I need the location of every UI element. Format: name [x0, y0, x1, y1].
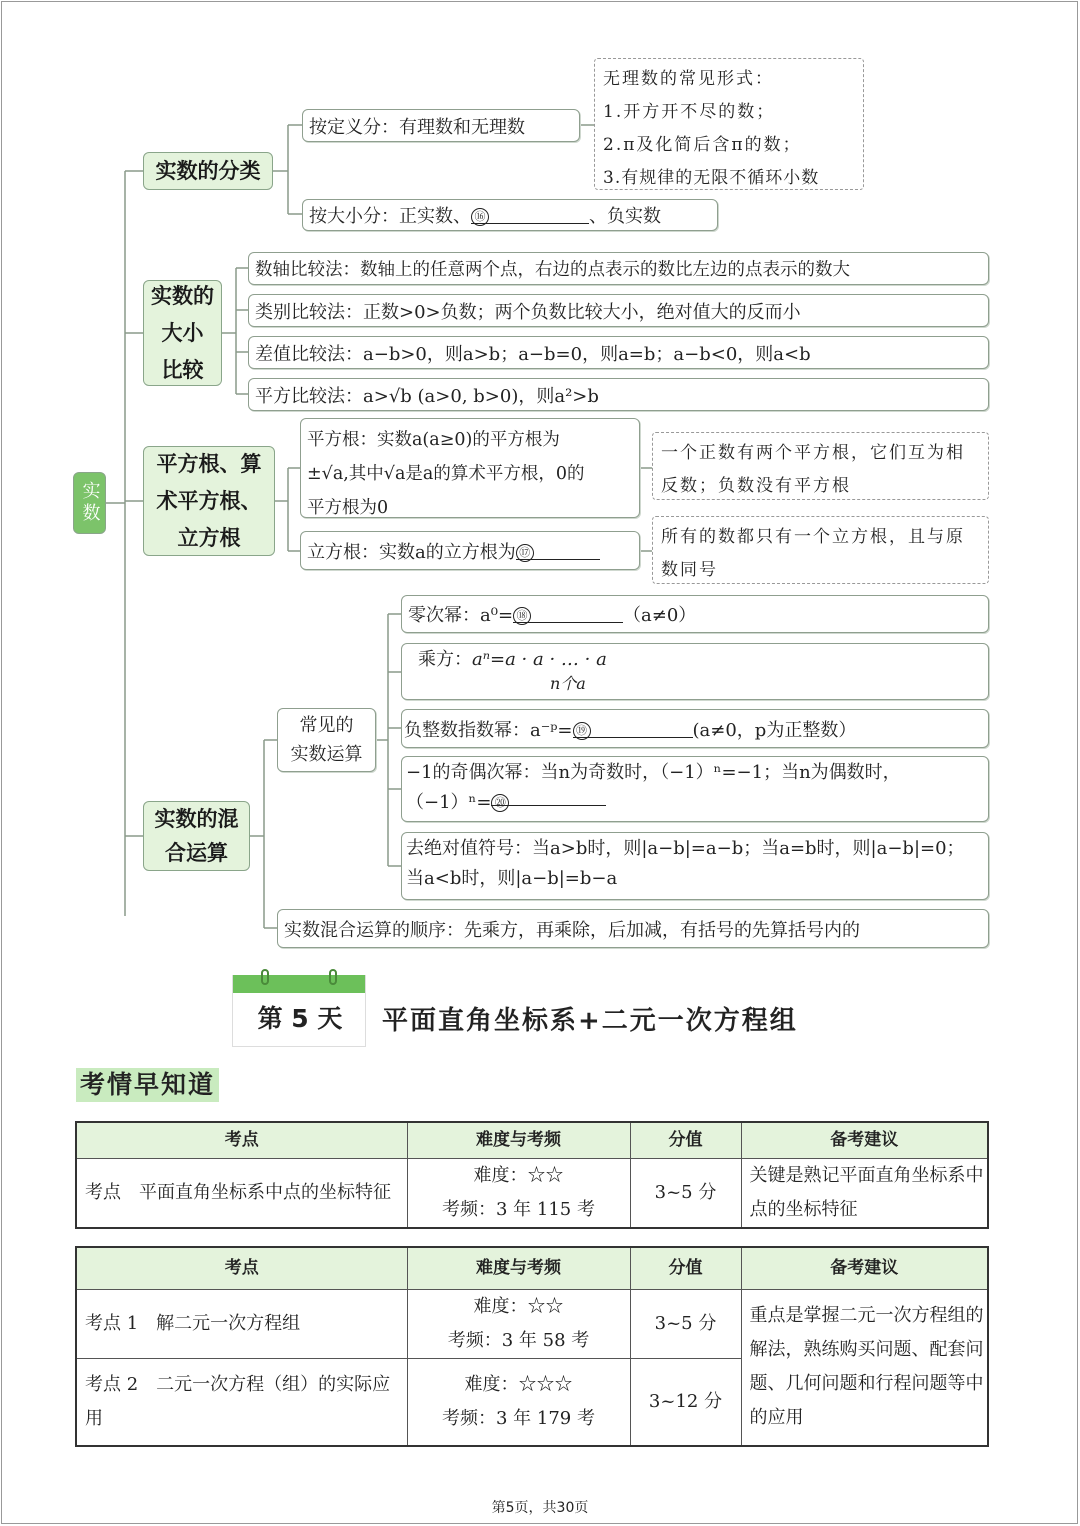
table-header-row [76, 1122, 988, 1158]
leaf-operation-order: 实数混合运算的顺序：先乘方，再乘除，后加减，有括号的先算括号内的 [277, 909, 989, 948]
line: 平方根：实数a(a≥0)的平方根为 [307, 430, 560, 450]
frequency: 考频：3 年 179 考 [442, 1407, 595, 1429]
exam-table-2 [75, 1246, 989, 1447]
line: 平方根、算 [156, 451, 262, 476]
root-label: 实数 [79, 481, 101, 525]
leaf-category: 类别比较法：正数>0>负数；两个负数比较大小，绝对值大的反而小 [248, 294, 989, 327]
header-cell: 难度与考频 [407, 1247, 630, 1289]
note-line: 1.开方开不尽的数； [603, 102, 776, 122]
cell-score: 3~12 分 [630, 1358, 741, 1446]
cell-difficulty [407, 1158, 630, 1228]
cell-difficulty [407, 1358, 630, 1446]
line: 平方根为0 [307, 498, 389, 518]
line: 实数运算 [290, 744, 363, 765]
cell-advice: 关键是熟记平面直角坐标系中点的坐标特征 [741, 1158, 988, 1228]
answer-blank-20 [491, 788, 606, 809]
cell-point: 考点 2 二元一次方程（组）的实际应用 [76, 1358, 407, 1446]
section-title: 考情早知道 [76, 1068, 219, 1102]
text: 乘方： [418, 649, 472, 670]
difficulty: 难度：☆☆ [473, 1164, 564, 1186]
text: 、负实数 [589, 206, 661, 227]
header-cell: 考点 [76, 1122, 407, 1158]
calendar-icon [232, 975, 366, 1047]
leaf-absolute-value [401, 832, 989, 900]
page-footer: 第5页，共30页 [491, 1500, 589, 1516]
leaf-cube-root [300, 531, 640, 570]
text: (a≠0，p为正整数） [692, 719, 857, 741]
header-cell: 备考建议 [741, 1247, 988, 1289]
line: 合运算 [165, 841, 228, 865]
leaf-number-line: 数轴比较法：数轴上的任意两个点，右边的点表示的数比左边的点表示的数大 [248, 252, 989, 285]
table-row [76, 1289, 988, 1358]
text: 立方根：实数a的立方根为 [307, 541, 516, 563]
header-cell: 分值 [630, 1247, 741, 1289]
answer-blank-19 [573, 720, 693, 738]
blank-number: ⑲ [573, 722, 591, 740]
answer-blank-18 [513, 605, 623, 623]
day-label: 第 5 天 [257, 1004, 343, 1033]
line: 术平方根、 [156, 488, 262, 513]
irrational-note [594, 58, 864, 190]
table-row [76, 1158, 988, 1228]
line: 常见的 [299, 715, 354, 736]
leaf-power [401, 643, 989, 700]
text: 按大小分：正实数、 [309, 206, 471, 227]
cell-score: 3~5 分 [630, 1289, 741, 1358]
header-cell: 考点 [76, 1247, 407, 1289]
cell-advice: 重点是掌握二元一次方程组的解法，熟练购买问题、配套问题、几何问题和行程问题等中的应用 [741, 1289, 988, 1446]
node-comparison [143, 280, 222, 386]
line: −1的奇偶次幂：当n为奇数时，（−1）ⁿ=−1；当n为偶数时， [406, 762, 901, 783]
day-title: 平面直角坐标系+二元一次方程组 [382, 1006, 798, 1036]
text: （a≠0） [623, 605, 697, 626]
formula: aⁿ=a · a · … · a [472, 649, 607, 670]
leaf-zero-power [401, 595, 989, 633]
note-line: 3.有规律的无限不循环小数 [603, 168, 820, 188]
leaf-difference: 差值比较法：a−b>0，则a>b；a−b=0，则a=b；a−b<0，则a<b [248, 336, 989, 369]
line: 去绝对值符号：当a>b时，则|a−b|=a−b；当a=b时，则|a−b|=0； [406, 838, 965, 859]
line: 比较 [161, 357, 204, 382]
note-line: 2.π及化简后含π的数； [603, 135, 802, 155]
node-common-operations [277, 708, 376, 772]
leaf-negative-power [401, 709, 989, 748]
cell-point: 考点 1 解二元一次方程组 [76, 1289, 407, 1358]
line: ±√a,其中√a是a的算术平方根，0的 [307, 464, 585, 484]
text: （−1）ⁿ= [406, 792, 492, 813]
header-cell: 分值 [630, 1122, 741, 1158]
node-roots [143, 446, 275, 556]
frequency: 考频：3 年 115 考 [442, 1198, 595, 1220]
header-cell: 备考建议 [741, 1122, 988, 1158]
leaf-minus-one-power [401, 756, 989, 822]
answer-blank-16 [471, 206, 589, 224]
blank-number: ⑯ [471, 208, 489, 226]
answer-blank-17 [516, 542, 600, 560]
cell-point: 考点 平面直角坐标系中点的坐标特征 [76, 1158, 407, 1228]
blank-number: ⑱ [513, 607, 531, 625]
blank-number: ⑳ [491, 794, 509, 812]
frequency: 考频：3 年 58 考 [447, 1329, 590, 1351]
blank-number: ⑰ [516, 544, 534, 562]
line: 实数的 [151, 283, 214, 308]
line: 当a<b时，则|a−b|=b−a [406, 868, 618, 889]
text: 零次幂：a⁰= [408, 605, 514, 626]
table-header-row [76, 1247, 988, 1289]
node-mixed-operations [143, 801, 250, 871]
calendar-top-bar [233, 975, 365, 993]
note-line: 无理数的常见形式： [603, 69, 774, 89]
calendar-ring [261, 969, 269, 985]
difficulty: 难度：☆☆☆ [464, 1373, 573, 1395]
cell-difficulty [407, 1289, 630, 1358]
line: 实数的混 [154, 807, 239, 831]
leaf-by-definition: 按定义分：有理数和无理数 [302, 109, 580, 142]
cell-score: 3~5 分 [630, 1158, 741, 1228]
leaf-square: 平方比较法：a>√b (a>0, b>0)，则a²>b [248, 378, 989, 411]
leaf-square-root [300, 418, 640, 518]
cube-root-note: 所有的数都只有一个立方根，且与原数同号 [652, 516, 989, 584]
header-cell: 难度与考频 [407, 1122, 630, 1158]
exam-table-1 [75, 1121, 989, 1229]
square-root-note: 一个正数有两个平方根，它们互为相反数；负数没有平方根 [652, 432, 989, 500]
calendar-ring [329, 969, 337, 985]
leaf-by-size [302, 199, 718, 231]
root-node [73, 472, 106, 534]
node-classification: 实数的分类 [143, 152, 273, 190]
brace-label: n个a [550, 674, 586, 693]
line: 立方根 [177, 525, 241, 550]
text: 负整数指数幂：a⁻ᵖ= [404, 719, 573, 741]
line: 大小 [161, 320, 204, 345]
difficulty: 难度：☆☆ [473, 1295, 564, 1317]
